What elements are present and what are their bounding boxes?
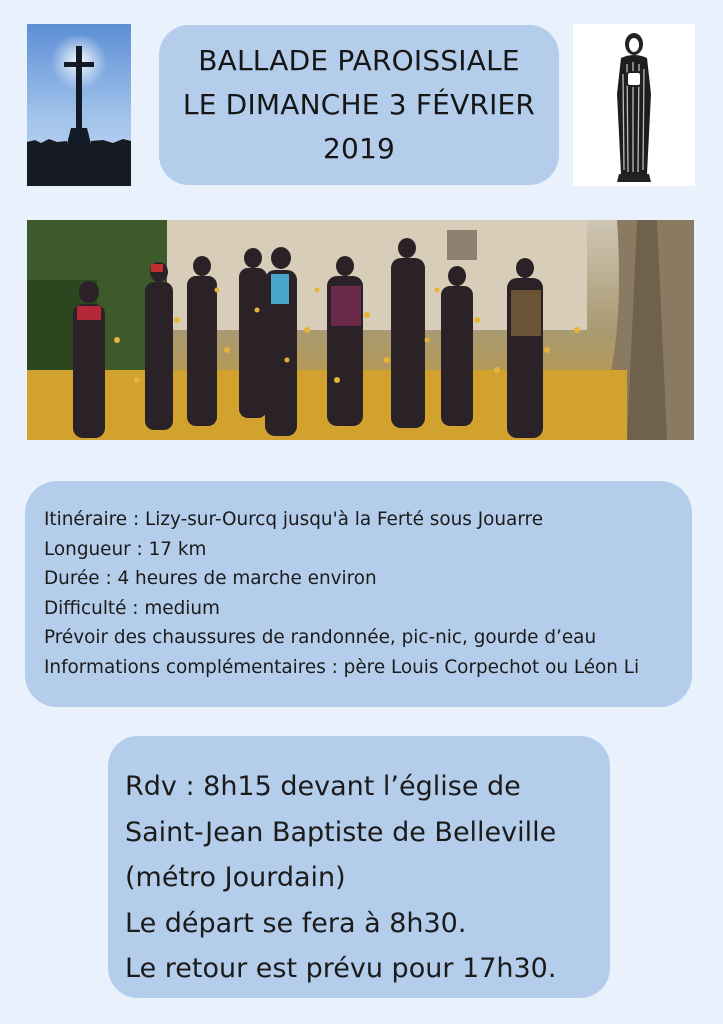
cross-photo	[27, 24, 131, 186]
info-length: Longueur : 17 km	[44, 538, 207, 560]
group-photo	[27, 220, 694, 440]
title-box	[159, 25, 559, 185]
title-line-2: LE DIMANCHE 3 FÉVRIER	[182, 88, 536, 121]
rdv-line-3: (métro Jourdain)	[125, 862, 346, 893]
rdv-line-5: Le retour est prévu pour 17h30.	[125, 953, 557, 984]
info-difficulty: Difficulté : medium	[44, 597, 220, 619]
cross-icon	[27, 24, 131, 186]
info-box	[25, 481, 692, 707]
rdv-line-2: Saint-Jean Baptiste de Belleville	[125, 816, 557, 848]
info-equipment: Prévoir des chaussures de randonnée, pic-nic, gourde d’eau	[44, 627, 597, 648]
info-itinerary: Itinéraire : Lizy-sur-Ourcq jusqu'à la Ferté sous Jouarre	[44, 509, 544, 530]
saint-statue-icon	[573, 24, 695, 186]
statue-illustration	[573, 24, 695, 186]
info-contacts: Informations complémentaires : père Louis Corpechot ou Léon Li	[44, 656, 640, 678]
group-leaves-photo-icon	[27, 220, 694, 440]
rdv-line-1: Rdv : 8h15 devant l’église de	[125, 771, 521, 802]
info-duration: Durée : 4 heures de marche environ	[44, 568, 377, 589]
title-line-3: 2019	[322, 132, 396, 165]
title-line-1: BALLADE PAROISSIALE	[198, 44, 520, 77]
rdv-line-4: Le départ se fera à 8h30.	[125, 907, 467, 939]
rdv-box	[108, 736, 610, 998]
